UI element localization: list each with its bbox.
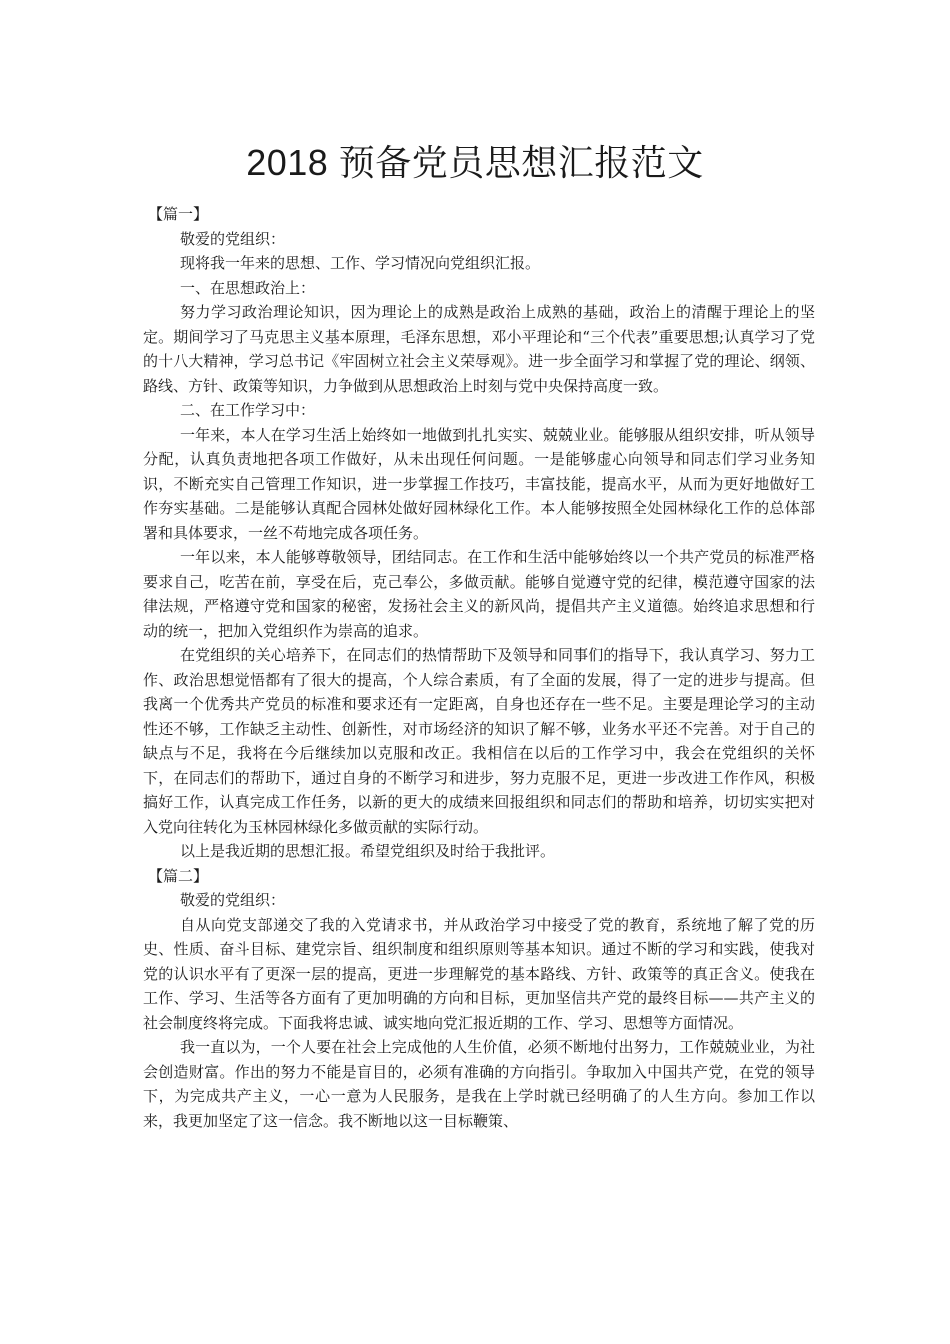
paragraph: 一年以来，本人能够尊敬领导，团结同志。在工作和生活中能够始终以一个共产党员的标准严格要求自己，吃苦在前，享受在后，克己奉公，多做贡献。能够自觉遵守党的纪律，模范遵守国家的法律法规，严格遵守党和国家的秘密，发扬社会主义的新风尚，提倡共产主义道德。始终追求思想和行动的统一，把加入党组织作为崇高的追求。 <box>143 548 815 640</box>
paragraph: 一年来，本人在学习生活上始终如一地做到扎扎实实、兢兢业业。能够服从组织安排，听从领导分配，认真负责地把各项工作做好，从未出现任何问题。一是能够虚心向领导和同志们学习业务知识，不断充实自己管理工作知识，进一步掌握工作技巧，丰富技能，提高水平，从而为更好地做好工作夯实基础。二是能够认真配合园林处做好园林绿化工作。本人能够按照全处园林绿化工作的总体部署和具体要求，一丝不苟地完成各项任务。 <box>143 425 815 542</box>
subheading: 一、在思想政治上： <box>180 278 316 297</box>
paragraph: 在党组织的关心培养下，在同志们的热情帮助下及领导和同事们的指导下，我认真学习、努力工作、政治思想觉悟都有了很大的提高，个人综合素质，有了全面的发展，得了一定的进步与提高。但我离一个优秀共产党员的标准和要求还有一定距离，自身也还存在一些不足。主要是理论学习的主动性还不够，工作缺乏主动性、创新性，对市场经济的知识了解不够，业务水平还不完善。对于自己的缺点与不足，我将在今后继续加以克服和改正。我相信在以后的工作学习中，我会在党组织的关怀下，在同志们的帮助下，通过自身的不断学习和进步，努力克服不足，更进一步改进工作作风，积极搞好工作，认真完成工作任务，以新的更大的成绩来回报组织和同志们的帮助和培养，切切实实把对入党向往转化为玉林园林绿化多做贡献的实际行动。 <box>143 646 815 836</box>
subheading: 二、在工作学习中： <box>180 401 316 419</box>
salutation: 敬爱的党组织： <box>180 891 286 909</box>
paragraph: 现将我一年来的思想、工作、学习情况向党组织汇报。 <box>180 254 541 272</box>
document-body <box>143 202 815 1133</box>
paragraph: 以上是我近期的思想汇报。希望党组织及时给于我批评。 <box>180 842 556 860</box>
section-heading: 【篇一】 <box>148 205 209 223</box>
section-heading: 【篇二】 <box>148 866 209 885</box>
paragraph: 自从向党支部递交了我的入党请求书，并从政治学习中接受了党的教育，系统地了解了党的历史、性质、奋斗目标、建党宗旨、组织制度和组织原则等基本知识。通过不断的学习和实践，使我对党的认识水平有了更深一层的提高，更进一步理解党的基本路线、方针、政策等的真正含义。使我在工作、学习、生活等各方面有了更加明确的方向和目标，更加坚信共产党的最终目标——共产主义的社会制度终将完成。下面我将忠诚、诚实地向党汇报近期的工作、学习、思想等方面情况。 <box>143 915 815 1032</box>
document-title: 2018 预备党员思想汇报范文 <box>246 142 704 183</box>
salutation: 敬爱的党组织： <box>180 229 286 248</box>
paragraph: 努力学习政治理论知识，因为理论上的成熟是政治上成熟的基础，政治上的清醒于理论上的坚定。期间学习了马克思主义基本原理，毛泽东思想，邓小平理论和“三个代表”重要思想;认真学习了党的十八大精神，学习总书记《牢固树立社会主义荣辱观》。进一步全面学习和掌握了党的理论、纲领、路线、方针、政策等知识，力争做到从思想政治上时刻与党中央保持高度一致。 <box>143 303 815 395</box>
paragraph: 我一直以为，一个人要在社会上完成他的人生价值，必须不断地付出努力，工作兢兢业业，为社会创造财富。作出的努力不能是盲目的，必须有准确的方向指引。争取加入中国共产党，在党的领导下，为完成共产主义，一心一意为人民服务，是我在上学时就已经明确了的人生方向。参加工作以来，我更加坚定了这一信念。我不断地以这一目标鞭策、 <box>143 1038 815 1130</box>
